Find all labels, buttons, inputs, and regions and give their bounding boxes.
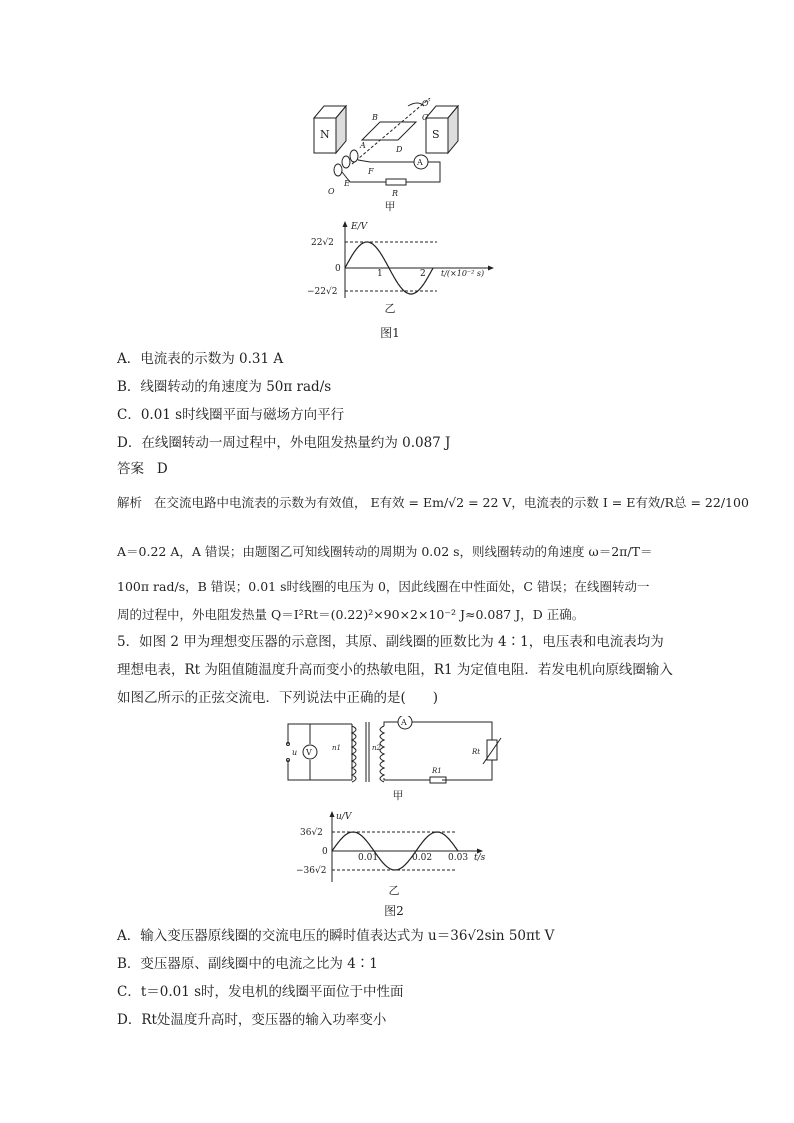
- y-top-label: 22√2: [311, 238, 334, 248]
- q4-analysis-line2: A＝0.22 A，A 错误；由题图乙可知线圈转动的周期为 0.02 s，则线圈转动的角速度 ω＝2π/T＝: [117, 544, 653, 559]
- R1-label: R1: [432, 767, 442, 775]
- figure2-voltage-graph: [296, 808, 496, 884]
- label-Oprime: O′: [422, 99, 431, 108]
- zero-label: 0: [335, 264, 341, 274]
- ammeter-label: A: [401, 718, 407, 727]
- q4-analysis-line3: 100π rad/s，B 错误；0.01 s时线圈的电压为 0，因此线圈在中性面处，C 错误；在线圈转动一: [117, 579, 650, 594]
- analysis-text-1b: E有效 = Em/√2 = 22 V，电流表的示数 I = E有效/R总 = 22/100: [370, 495, 749, 510]
- q4-analysis-line1: [117, 494, 749, 512]
- y-bottom-label: −22√2: [307, 287, 338, 297]
- Rt-label: Rt: [472, 748, 481, 756]
- tick-001-label: 0.01: [358, 853, 379, 863]
- tick-1-label: 1: [377, 269, 383, 279]
- n2-label: n2: [372, 744, 381, 752]
- q4-analysis-line4: 周的过程中，外电阻发热量 Q＝I²Rt＝(0.22)²×90×2×10⁻² J≈0.087 J，D 正确。: [117, 607, 585, 622]
- q5-stem-line2: 理想电表，Rt 为阻值随温度升高而变小的热敏电阻，R1 为定值电阻．若发电机向原线圈输入: [117, 662, 673, 678]
- q5-option-c: C．t＝0.01 s时，发电机的线圈平面位于中性面: [117, 984, 404, 1000]
- q5-option-d: D．Rt处温度升高时，变压器的输入功率变小: [117, 1012, 387, 1028]
- x-axis-label: t/s: [474, 853, 486, 863]
- n1-label: n1: [332, 744, 341, 752]
- q5-stem-line1: 5．如图 2 甲为理想变压器的示意图，其原、副线圈的匝数比为 4∶1，电压表和电流表均为: [117, 634, 664, 650]
- label-E: E: [344, 179, 350, 188]
- x-axis-label: t/(×10⁻² s): [441, 269, 485, 278]
- q5-stem-line3: 如图乙所示的正弦交流电．下列说法中正确的是( ): [117, 690, 439, 706]
- label-F: F: [368, 167, 374, 176]
- q4-option-a: A．电流表的示数为 0.31 A: [117, 351, 284, 367]
- label-O: O: [328, 187, 335, 196]
- y-axis-label: E/V: [351, 222, 368, 232]
- tick-002-label: 0.02: [412, 853, 433, 863]
- tick-003-label: 0.03: [448, 853, 469, 863]
- analysis-text-1a: 在交流电路中电流表的示数为有效值，: [153, 495, 367, 510]
- q4-option-d: D．在线圈转动一周过程中，外电阻发热量约为 0.087 J: [117, 435, 451, 451]
- magnet-N: [314, 106, 346, 153]
- figure1-generator-diagram: [310, 98, 490, 210]
- figure2-yi-caption: 乙: [388, 884, 400, 897]
- q5-option-a: A．输入变压器原线圈的交流电压的瞬时值表达式为 u＝36√2sin 50πt V: [117, 928, 555, 944]
- q4-option-c: C．0.01 s时线圈平面与磁场方向平行: [117, 407, 345, 423]
- label-N: N: [320, 128, 330, 141]
- voltmeter-label: V: [306, 748, 312, 757]
- q4-option-b: B．线圈转动的角速度为 50π rad/s: [117, 379, 332, 395]
- figure2-transformer-circuit: [282, 716, 502, 788]
- figure2-caption: 图2: [384, 904, 404, 918]
- y-top-label: 36√2: [300, 828, 323, 838]
- zero-label: 0: [322, 847, 328, 857]
- figure1-emf-graph: [305, 218, 505, 300]
- u-label: u: [292, 748, 298, 757]
- answer-label: 答案: [117, 461, 144, 477]
- answer-value: D: [156, 461, 168, 477]
- label-C: C: [422, 113, 429, 122]
- label-A: A: [360, 141, 366, 150]
- label-S: S: [432, 128, 440, 141]
- analysis-label: 解析: [117, 495, 143, 510]
- figure1-jia-caption: 甲: [384, 200, 396, 213]
- label-D: D: [396, 145, 403, 154]
- tick-2-label: 2: [420, 269, 426, 279]
- figure1-yi-caption: 乙: [384, 302, 396, 315]
- external-circuit: [342, 155, 440, 198]
- y-axis-label: u/V: [336, 812, 352, 822]
- label-B: B: [372, 113, 378, 122]
- ammeter-label: A: [417, 158, 423, 167]
- label-R: R: [392, 189, 399, 198]
- y-bottom-label: −36√2: [296, 866, 327, 876]
- figure2-jia-caption: 甲: [392, 789, 404, 802]
- q4-answer: [117, 460, 168, 478]
- figure1-caption: 图1: [380, 326, 400, 340]
- q5-option-b: B．变压器原、副线圈中的电流之比为 4∶1: [117, 956, 378, 972]
- magnet-S: [426, 106, 458, 153]
